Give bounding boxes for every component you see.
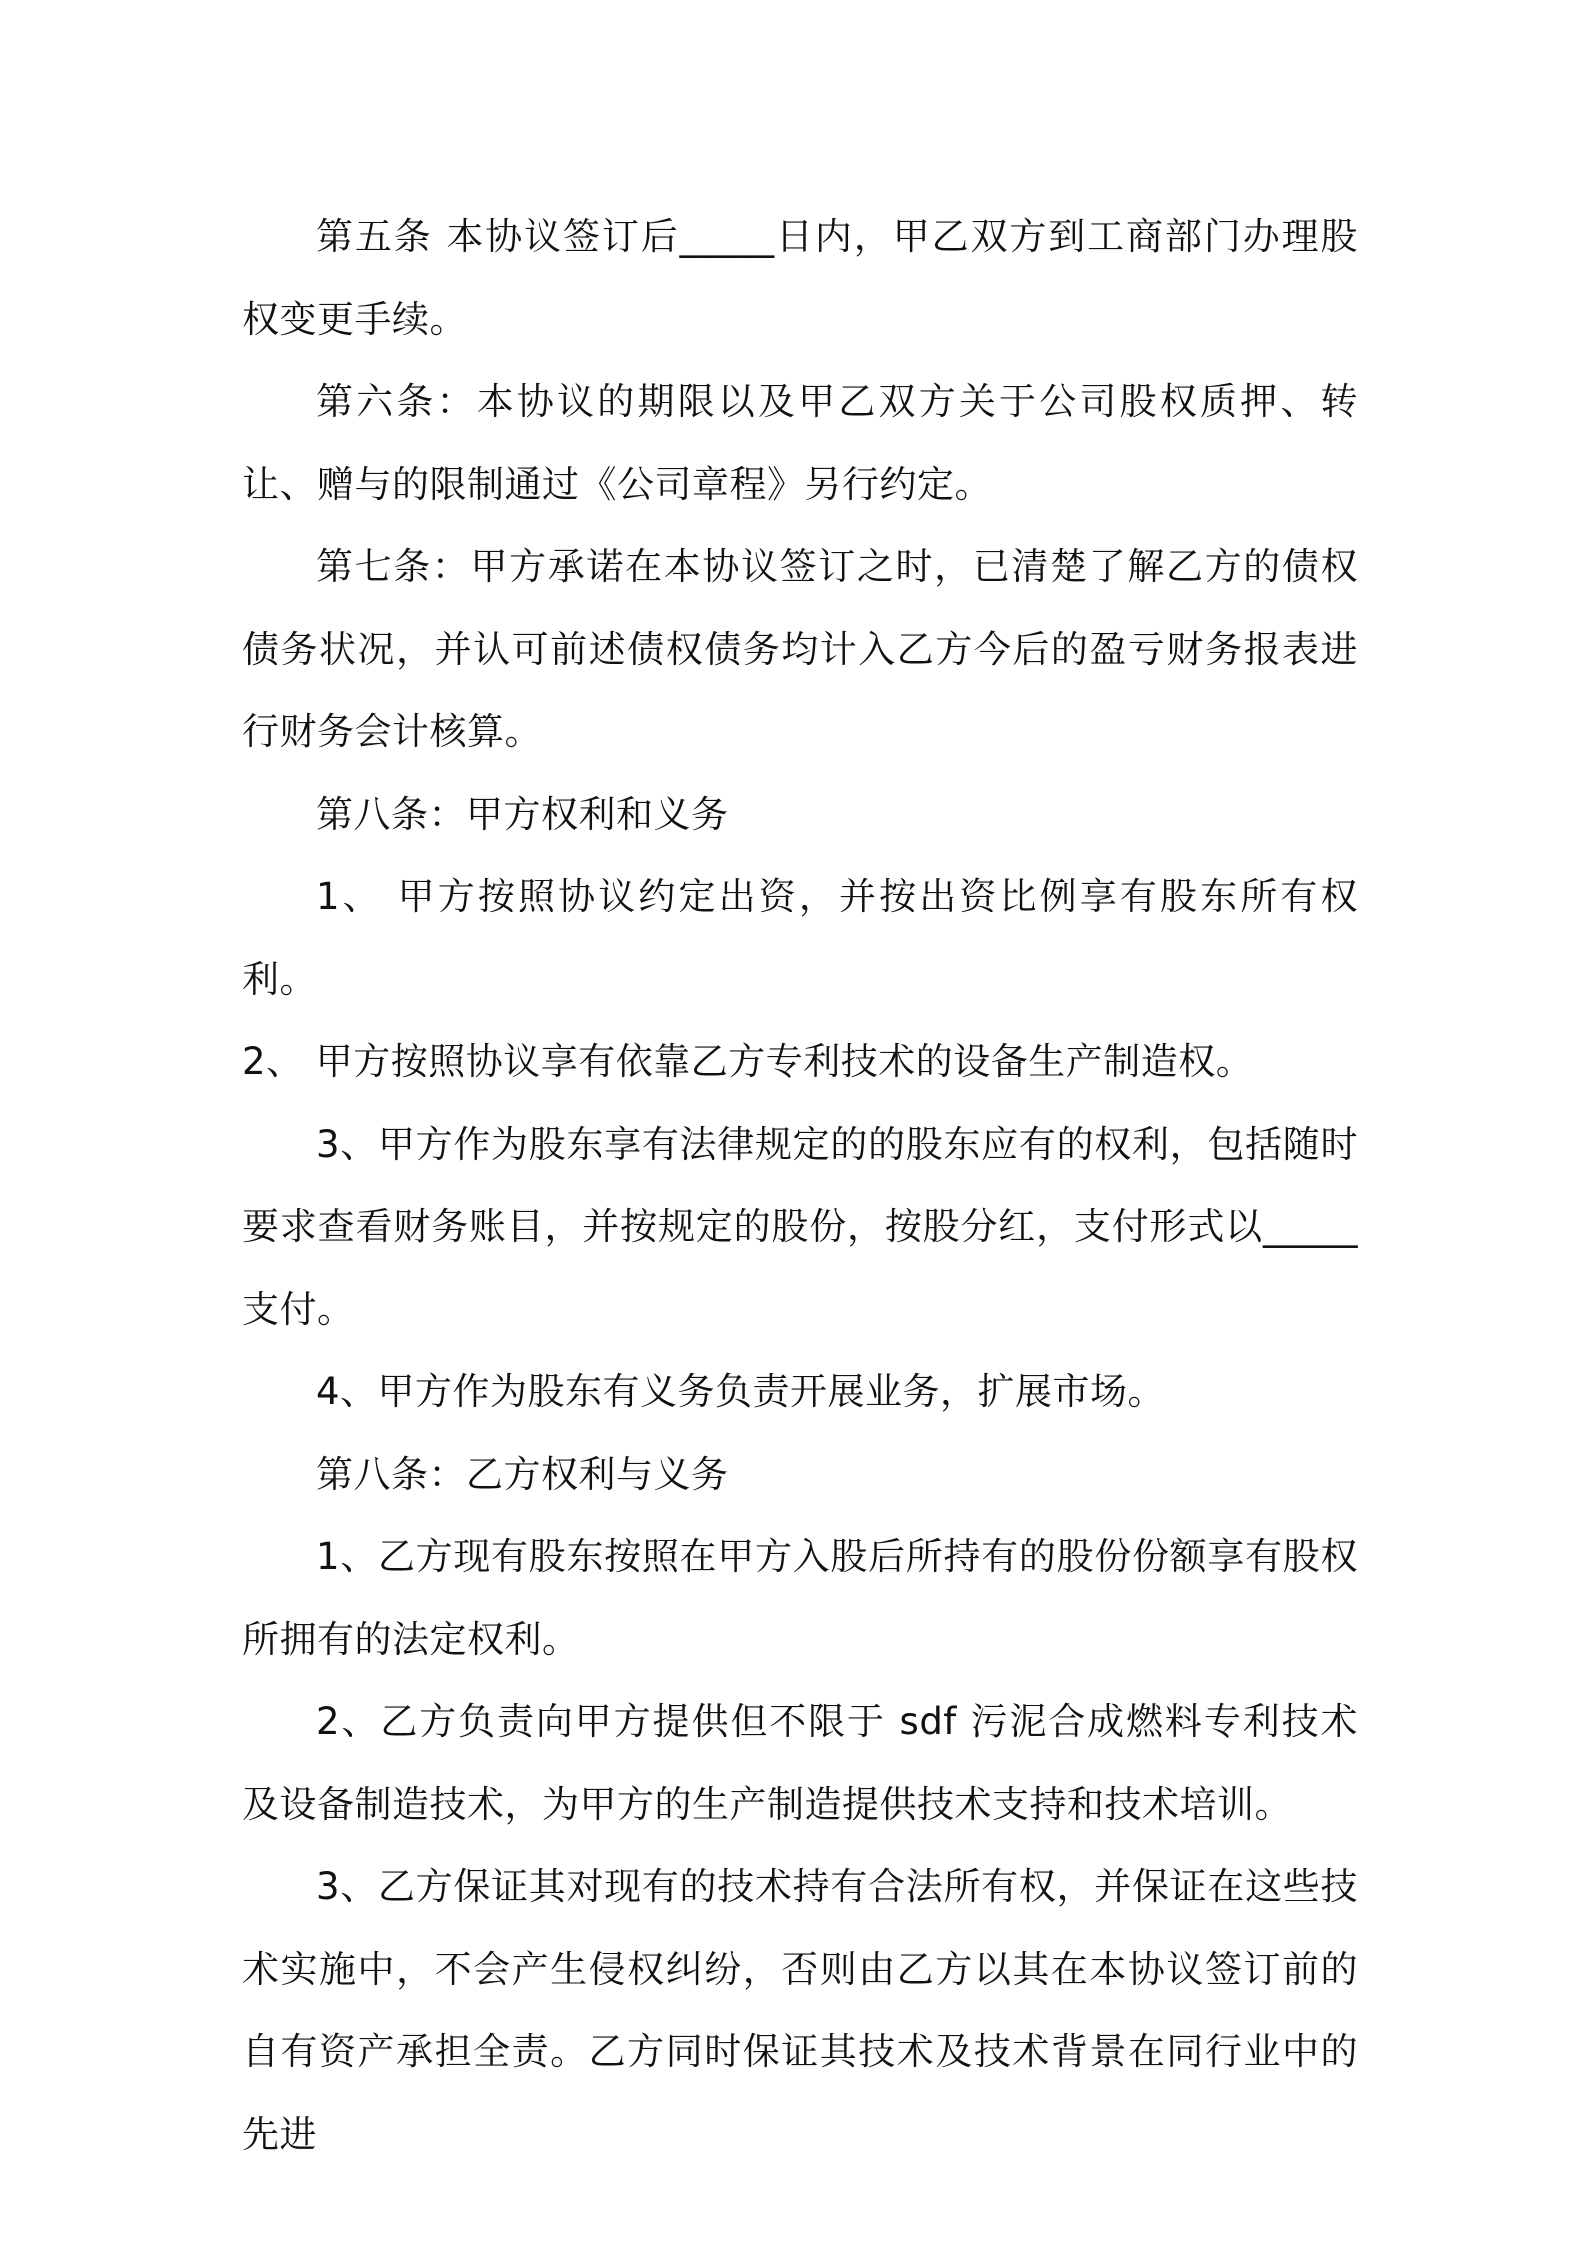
paragraph-party-a-item-3: 3、甲方作为股东享有法律规定的的股东应有的权利，包括随时要求查看财务账目，并按规定的股份，按股分红，支付形式以_____支付。 — [242, 1122, 1358, 1331]
paragraph-party-b-item-1: 1、乙方现有股东按照在甲方入股后所持有的股份份额享有股权所拥有的法定权利。 — [242, 1535, 1358, 1661]
paragraph-party-b-item-3: 3、乙方保证其对现有的技术持有合法所有权，并保证在这些技术实施中，不会产生侵权纠纷，否则由乙方以其在本协议签订前的自有资产承担全责。乙方同时保证其技术及技术背景在同行业中的先进 — [242, 1865, 1358, 2156]
paragraph-party-a-item-4: 4、甲方作为股东有义务负责开展业务，扩展市场。 — [316, 1370, 1166, 1413]
paragraph-article-6: 第六条：本协议的期限以及甲乙双方关于公司股权质押、转让、赠与的限制通过《公司章程》另行约定。 — [242, 380, 1358, 506]
paragraph-article-5: 第五条 本协议签订后_____日内，甲乙双方到工商部门办理股权变更手续。 — [242, 215, 1358, 341]
paragraph-article-7: 第七条：甲方承诺在本协议签订之时，已清楚了解乙方的债权债务状况，并认可前述债权债务均计入乙方今后的盈亏财务报表进行财务会计核算。 — [242, 545, 1358, 753]
document-body — [242, 196, 1358, 2176]
paragraph-party-a-item-1: 1、 甲方按照协议约定出资，并按出资比例享有股东所有权利。 — [242, 875, 1358, 1001]
paragraph-party-a-item-2: 2、 甲方按照协议享有依靠乙方专利技术的设备生产制造权。 — [242, 1040, 1254, 1083]
paragraph-article-8-heading-b: 第八条：乙方权利与义务 — [316, 1452, 729, 1496]
paragraph-article-8-heading-a: 第八条：甲方权利和义务 — [316, 792, 729, 836]
paragraph-party-b-item-2: 2、乙方负责向甲方提供但不限于 sdf 污泥合成燃料专利技术及设备制造技术，为甲方的生产制造提供技术支持和技术培训。 — [242, 1700, 1358, 1826]
